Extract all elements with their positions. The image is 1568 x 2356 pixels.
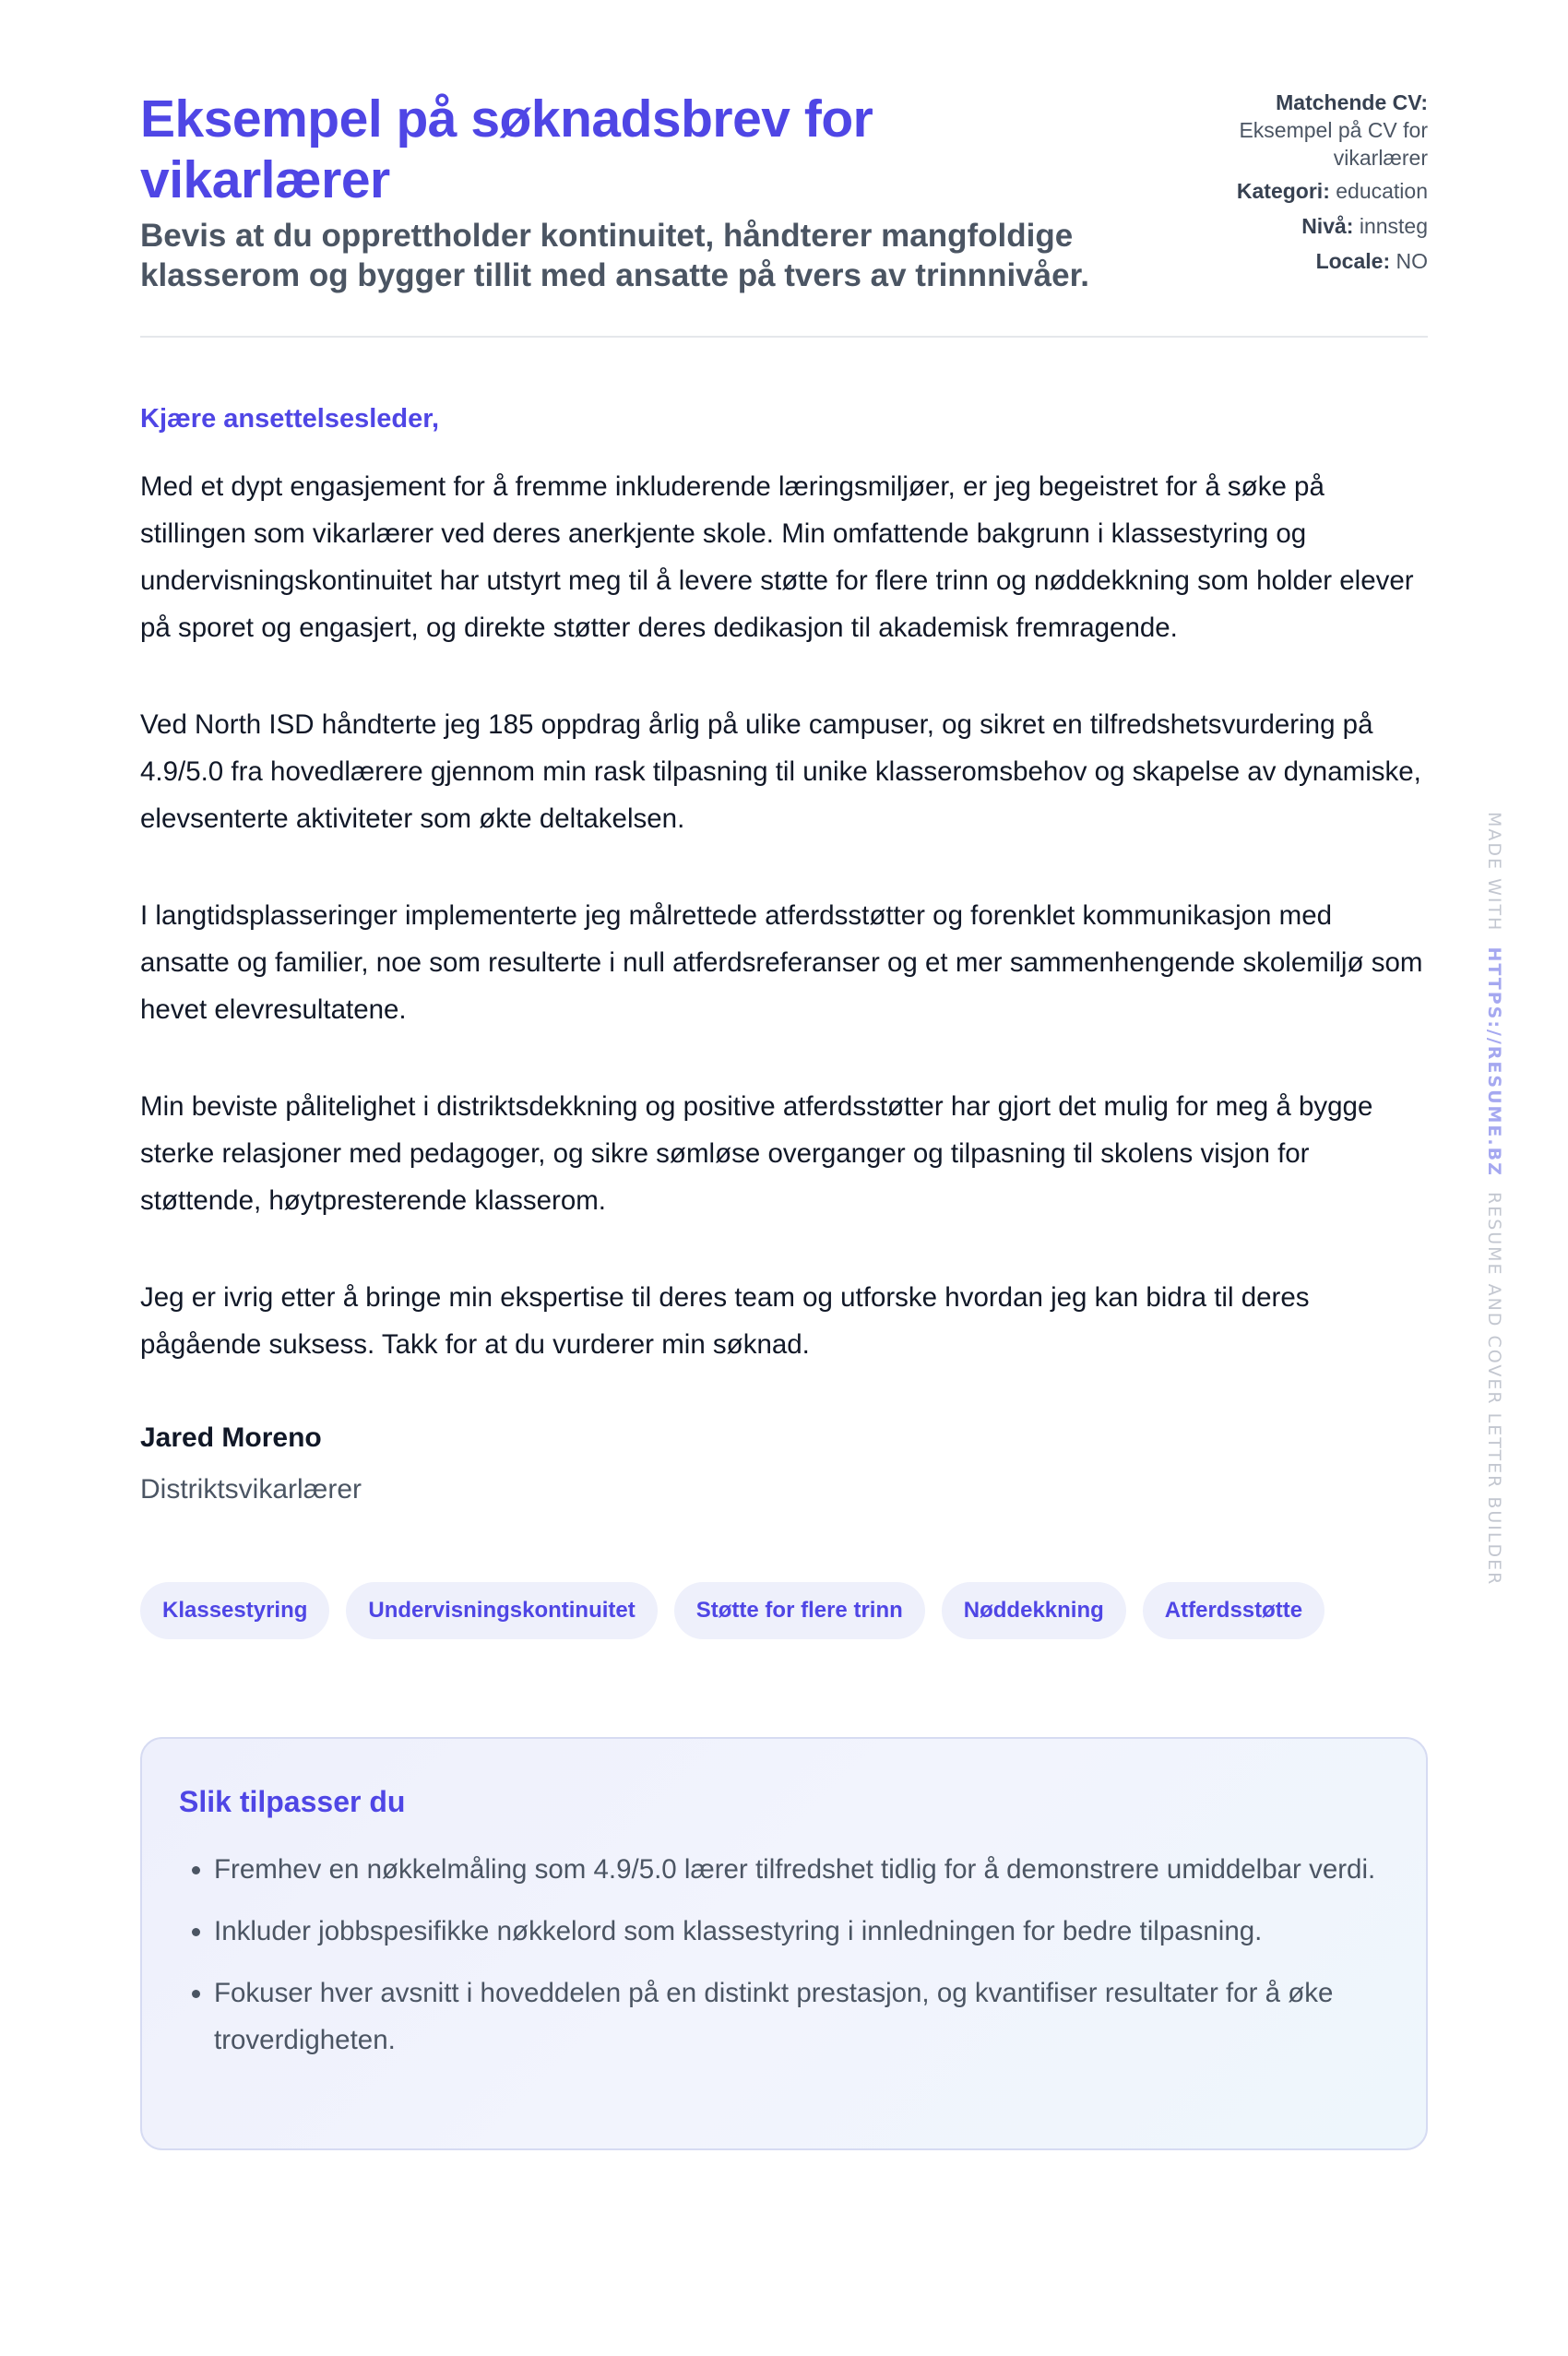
meta-locale-label: Locale: xyxy=(1315,249,1391,273)
signature-name: Jared Moreno xyxy=(140,1422,322,1453)
meta-cv-link[interactable]: Eksempel på CV for vikarlærer xyxy=(1239,118,1428,170)
meta-level-value: innsteg xyxy=(1359,214,1428,238)
meta-category xyxy=(1151,177,1428,205)
meta-category-label: Kategori: xyxy=(1236,179,1330,203)
tips-box xyxy=(140,1737,1428,2150)
meta-cv-label: Matchende CV: xyxy=(1276,90,1428,114)
page-subtitle: Bevis at du opprettholder kontinuitet, håndterer mangfoldige klasserom og bygger tillit med ansatte på tvers av trinnnivåer. xyxy=(140,218,1089,293)
watermark-suffix: RESUME AND COVER LETTER BUILDER xyxy=(1484,1191,1504,1587)
letter-paragraph: Ved North ISD håndterte jeg 185 oppdrag årlig på ulike campuser, og sikret en tilfredshetsvurdering på 4.9/5.0 fra hovedlærere gjennom min rask tilpasning til unike klasseromsbehov og skapelse av dynamiske, elevsenterte aktiviteter som økte deltakelsen. xyxy=(140,709,1421,834)
meta-matching-cv xyxy=(1151,89,1428,172)
watermark xyxy=(1476,812,1513,1587)
meta-level xyxy=(1151,212,1428,240)
tips-title: Slik tilpasser du xyxy=(179,1785,406,1818)
letter-greeting: Kjære ansettelsesleder, xyxy=(140,404,440,434)
tips-item: • Inkluder jobbspesifikke nøkkelord som klassestyring i innledningen for bedre tilpasning. xyxy=(214,1908,1389,1955)
cover-letter-page xyxy=(140,89,1428,2150)
meta-category-value: education xyxy=(1336,179,1428,203)
skill-tag: Atferdsstøtte xyxy=(1143,1582,1324,1639)
skill-tag: Nøddekkning xyxy=(942,1582,1126,1639)
skill-tags xyxy=(140,1582,1428,1639)
watermark-prefix: MADE WITH xyxy=(1484,812,1504,933)
meta-panel xyxy=(1151,89,1428,282)
skill-tag: Støtte for flere trinn xyxy=(674,1582,925,1639)
watermark-link[interactable]: HTTPS://RESUME.BZ xyxy=(1484,946,1504,1177)
letter-paragraph: I langtidsplasseringer implementerte jeg målrettede atferdsstøtter og forenklet kommunikasjon med ansatte og familier, noe som resulterte i null atferdsreferanser og et mer sammenhengende skolemiljø som hevet elevresultatene. xyxy=(140,900,1423,1025)
tips-item: • Fremhev en nøkkelmåling som 4.9/5.0 lærer tilfredshet tidlig for å demonstrere umiddelbar verdi. xyxy=(214,1846,1389,1893)
letter-signature xyxy=(140,1420,1428,1508)
letter-paragraph: Med et dypt engasjement for å fremme inkluderende læringsmiljøer, er jeg begeistret for å søke på stillingen som vikarlærer ved deres anerkjente skole. Min omfattende bakgrunn i klassestyring og undervisningskontinuitet har utstyrt meg til å levere støtte for flere trinn og nøddekkning som holder elever på sporet og engasjert, og direkte støtter deres dedikasjon til akademisk fremragende. xyxy=(140,471,1414,643)
meta-locale xyxy=(1151,247,1428,275)
letter-paragraph: Jeg er ivrig etter å bringe min ekspertise til deres team og utforske hvordan jeg kan bidra til deres pågående suksess. Takk for at du vurderer min søknad. xyxy=(140,1282,1310,1360)
tips-item: • Fokuser hver avsnitt i hoveddelen på en distinkt prestasjon, og kvantifiser resultater for å øke troverdigheten. xyxy=(214,1969,1389,2064)
page-title: Eksempel på søknadsbrev for vikarlærer xyxy=(140,89,873,209)
letter-paragraph: Min beviste pålitelighet i distriktsdekkning og positive atferdsstøtter har gjort det mulig for meg å bygge sterke relasjoner med pedagoger, og sikre sømløse overganger og tilpasning til skolens visjon for støttende, høytpresterende klasserom. xyxy=(140,1091,1373,1216)
signature-role: Distriktsvikarlærer xyxy=(140,1474,362,1505)
skill-tag: Klassestyring xyxy=(140,1582,329,1639)
letter-body xyxy=(140,463,1428,1368)
skill-tag: Undervisningskontinuitet xyxy=(346,1582,657,1639)
meta-locale-value: NO xyxy=(1396,249,1428,273)
tips-list xyxy=(179,1846,1389,2064)
page-header xyxy=(140,89,1428,338)
meta-level-label: Nivå: xyxy=(1301,214,1354,238)
